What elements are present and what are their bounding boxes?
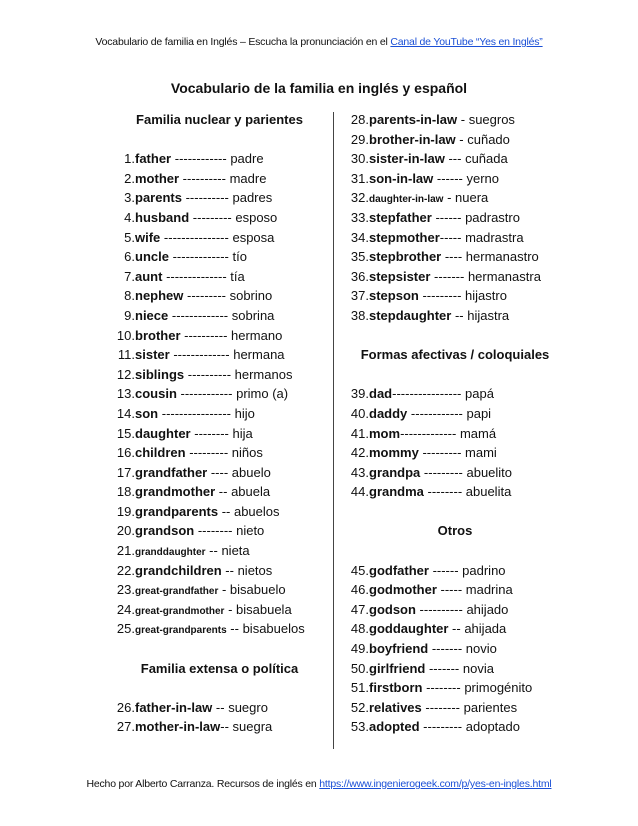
vocab-entry: [107, 619, 332, 639]
english-term: son-in-law: [369, 170, 434, 186]
spanish-translation: esposo: [235, 209, 278, 225]
vocab-entry: [340, 659, 570, 679]
separator-dashes: ---------: [185, 445, 232, 461]
separator-dashes: -------------: [169, 347, 234, 363]
separator-dashes: --------: [423, 484, 466, 500]
english-term: husband: [135, 209, 190, 225]
entry-number: 4.: [124, 209, 135, 225]
vocab-entry: [107, 404, 332, 424]
separator-dashes: --------------: [162, 268, 231, 284]
vocab-entry: [107, 580, 332, 600]
separator-dashes: -------------: [400, 425, 460, 441]
entry-number: 7.: [124, 268, 135, 284]
separator-dashes: ------: [428, 562, 463, 578]
spanish-translation: papá: [465, 386, 494, 402]
separator-dashes: --: [215, 484, 232, 500]
entry-number: 52.: [350, 699, 369, 715]
entry-number: 42.: [350, 445, 369, 461]
entry-number: 10.: [116, 327, 135, 343]
vocab-entry: [340, 169, 570, 189]
vocab-entry: [340, 639, 570, 659]
vocab-entry: [340, 580, 570, 600]
english-term: uncle: [135, 249, 169, 265]
entry-number: 38.: [350, 307, 369, 323]
vocab-entry: [107, 169, 332, 189]
vocab-entry: [107, 306, 332, 326]
spacer: [340, 326, 570, 346]
entry-number: 48.: [350, 621, 369, 637]
vocab-entry: [107, 247, 332, 267]
vocab-entry: [340, 482, 570, 502]
separator-dashes: --: [218, 503, 234, 519]
english-term: granddaughter: [135, 547, 206, 559]
entry-number: 11.: [117, 347, 135, 363]
spanish-translation: novia: [462, 660, 494, 676]
english-term: grandchildren: [135, 562, 222, 578]
spanish-translation: yerno: [466, 170, 500, 186]
english-term: father: [135, 151, 172, 167]
entry-number: 41.: [350, 425, 369, 441]
entry-number: 6.: [124, 249, 135, 265]
vocab-entry: [107, 717, 332, 737]
separator-dashes: ----: [441, 249, 466, 265]
spanish-translation: niños: [231, 445, 263, 461]
spanish-translation: abuelo: [231, 464, 271, 480]
separator-dashes: -: [443, 190, 456, 206]
english-term: cousin: [135, 386, 177, 402]
separator-dashes: ---------: [418, 288, 466, 304]
vocab-entry: [107, 502, 332, 522]
entry-number: 23.: [116, 582, 135, 598]
entry-number: 14.: [116, 405, 135, 421]
entry-number: 3.: [124, 190, 135, 206]
separator-dashes: -------: [430, 268, 468, 284]
separator-dashes: ----------------: [392, 386, 466, 402]
spanish-translation: hermano: [231, 327, 283, 343]
english-term: children: [135, 445, 186, 461]
vocab-entry: [340, 247, 570, 267]
vocab-entry: [340, 228, 570, 248]
entry-number: 26.: [116, 699, 135, 715]
spanish-translation: sobrina: [231, 307, 275, 323]
separator-dashes: --: [226, 621, 243, 637]
english-term: great-grandparents: [135, 625, 227, 637]
english-term: grandfather: [135, 464, 208, 480]
vocab-entry: [340, 717, 570, 737]
page-footer: [0, 778, 638, 790]
vocab-entry: [107, 561, 332, 581]
separator-dashes: ---------: [419, 719, 466, 735]
spanish-translation: abuelito: [466, 464, 513, 480]
spacer: [340, 541, 570, 561]
separator-dashes: --: [212, 699, 229, 715]
separator-dashes: --: [448, 621, 465, 637]
entry-number: 12.: [116, 366, 135, 382]
english-term: great-grandmother: [135, 605, 225, 617]
separator-dashes: ----------: [180, 327, 232, 343]
spacer: [107, 130, 332, 150]
entry-number: 24.: [116, 601, 135, 617]
separator-dashes: -------------: [168, 249, 233, 265]
separator-dashes: ---: [444, 151, 466, 167]
entry-number: 9.: [124, 307, 135, 323]
vocab-entry: [340, 306, 570, 326]
english-term: son: [135, 405, 159, 421]
vocab-entry: [340, 600, 570, 620]
entry-number: 28.: [350, 112, 369, 127]
resources-link[interactable]: https://www.ingenierogeek.com/p/yes-en-ingles.html: [319, 778, 552, 790]
entry-number: 46.: [350, 582, 369, 598]
spanish-translation: tío: [232, 249, 247, 265]
entry-number: 44.: [350, 484, 369, 500]
vocab-entry: [340, 678, 570, 698]
spanish-translation: madrastra: [465, 229, 524, 245]
english-term: sister: [135, 347, 170, 363]
separator-dashes: --: [205, 543, 222, 559]
spanish-translation: abuelos: [233, 503, 280, 519]
spanish-translation: hijo: [234, 405, 255, 421]
entry-number: 22.: [116, 562, 135, 578]
left-column: [107, 110, 332, 737]
entry-number: 36.: [350, 268, 369, 284]
vocab-entry: [107, 365, 332, 385]
separator-dashes: -----: [439, 229, 466, 245]
vocab-entry: [340, 130, 570, 150]
entry-number: 27.: [116, 719, 135, 735]
separator-dashes: ---------: [420, 464, 467, 480]
vocab-entry: [107, 149, 332, 169]
english-term: grandpa: [369, 464, 421, 480]
english-term: stepsister: [369, 268, 431, 284]
header-text: Vocabulario de familia en Inglés – Escucha la pronunciación en el: [95, 36, 391, 48]
english-term: mom: [369, 425, 401, 441]
spanish-translation: mamá: [459, 425, 497, 441]
right-column: [340, 110, 570, 737]
vocab-entry: [107, 482, 332, 502]
vocab-entry: [340, 424, 570, 444]
vocab-entry: [107, 600, 332, 620]
entry-number: 32.: [350, 190, 369, 206]
vocab-entry: [107, 345, 332, 365]
entry-number: 15.: [116, 425, 135, 441]
vocab-entry: [107, 698, 332, 718]
spanish-translation: hermanastro: [465, 249, 539, 265]
separator-dashes: ---------: [418, 445, 466, 461]
spanish-translation: primo (a): [236, 386, 289, 402]
vocab-entry: [107, 384, 332, 404]
separator-dashes: -------: [428, 641, 466, 657]
vocab-entry: [340, 208, 570, 228]
vocab-entry: [340, 561, 570, 581]
entry-number: 1.: [124, 151, 135, 167]
english-term: mother: [135, 170, 180, 186]
english-term: girlfriend: [369, 660, 426, 676]
vocab-entry: [107, 521, 332, 541]
separator-dashes: ----------: [415, 601, 467, 617]
entry-number: 2.: [124, 170, 135, 186]
entry-number: 31.: [350, 170, 369, 186]
separator-dashes: ------------: [171, 151, 231, 167]
english-term: nephew: [135, 288, 184, 304]
spacer: [340, 502, 570, 522]
english-term: aunt: [135, 268, 163, 284]
english-term: niece: [135, 307, 169, 323]
vocab-entry: [107, 541, 332, 561]
entry-number: 16.: [116, 445, 135, 461]
english-term: boyfriend: [369, 641, 429, 657]
separator-dashes: -------------: [168, 307, 232, 323]
spanish-translation: madre: [229, 170, 267, 186]
entry-number: 40.: [350, 405, 369, 421]
entry-number: 19.: [116, 503, 135, 519]
separator-dashes: --: [221, 562, 238, 578]
english-term: parents-in-law: [369, 112, 458, 127]
vocab-entry: [107, 326, 332, 346]
spanish-translation: primogénito: [464, 680, 533, 696]
entry-number: 39.: [350, 386, 369, 402]
spanish-translation: abuelita: [465, 484, 512, 500]
spanish-translation: hijastra: [467, 307, 510, 323]
spanish-translation: bisabuelo: [229, 582, 286, 598]
spanish-translation: sobrino: [229, 288, 273, 304]
spanish-translation: padrastro: [465, 209, 520, 225]
vocab-entry: [340, 443, 570, 463]
separator-dashes: ----: [207, 464, 232, 480]
separator-dashes: --: [220, 719, 233, 735]
english-term: stepdaughter: [369, 307, 452, 323]
separator-dashes: ---------: [183, 288, 230, 304]
separator-dashes: -: [224, 601, 237, 617]
english-term: stepmother: [369, 229, 440, 245]
vocab-entry: [340, 404, 570, 424]
separator-dashes: -: [218, 582, 230, 598]
spanish-translation: ahijado: [466, 601, 509, 617]
english-term: daughter: [135, 425, 191, 441]
section-heading: Familia nuclear y parientes: [136, 112, 303, 127]
separator-dashes: ------: [431, 209, 466, 225]
entry-number: 13.: [116, 386, 135, 402]
entry-number: 30.: [350, 151, 369, 167]
spanish-translation: padrino: [462, 562, 506, 578]
separator-dashes: -: [455, 131, 468, 147]
entry-number: 51.: [350, 680, 369, 696]
separator-dashes: ------------: [407, 405, 467, 421]
spanish-translation: padres: [232, 190, 273, 206]
spacer: [107, 639, 332, 659]
vocab-entry: [107, 463, 332, 483]
spanish-translation: hija: [232, 425, 253, 441]
entry-number: 18.: [116, 484, 135, 500]
spanish-translation: ahijada: [464, 621, 507, 637]
english-term: godson: [369, 601, 416, 617]
english-term: grandmother: [135, 484, 216, 500]
entry-number: 20.: [116, 523, 135, 539]
english-term: firstborn: [369, 680, 423, 696]
english-term: relatives: [369, 699, 422, 715]
vocab-entry: [340, 110, 570, 130]
spanish-translation: suegra: [232, 719, 273, 735]
vocab-entry: [340, 286, 570, 306]
vocab-entry: [107, 188, 332, 208]
spanish-translation: cuñada: [465, 151, 508, 167]
spanish-translation: hermanastra: [467, 268, 541, 284]
separator-dashes: ---------: [189, 209, 236, 225]
spanish-translation: padre: [230, 151, 264, 167]
entry-number: 43.: [350, 464, 369, 480]
vocab-entry: [107, 424, 332, 444]
separator-dashes: --------: [194, 523, 237, 539]
english-term: dad: [369, 386, 393, 402]
separator-dashes: -------: [425, 660, 463, 676]
spanish-translation: nieta: [221, 543, 250, 559]
spanish-translation: suegro: [228, 699, 268, 715]
vocab-entry: [340, 149, 570, 169]
english-term: godmother: [369, 582, 437, 598]
vocab-entry: [340, 384, 570, 404]
english-term: stepfather: [369, 209, 432, 225]
spanish-translation: parientes: [463, 699, 518, 715]
english-term: stepson: [369, 288, 419, 304]
separator-dashes: ------: [433, 170, 467, 186]
vocab-entry: [107, 286, 332, 306]
english-term: parents: [135, 190, 182, 206]
entry-number: 37.: [350, 288, 369, 304]
english-term: mother-in-law: [135, 719, 221, 735]
entry-number: 29.: [350, 131, 369, 147]
separator-dashes: ----------------: [158, 405, 235, 421]
entry-number: 33.: [350, 209, 369, 225]
spanish-translation: nieto: [236, 523, 265, 539]
english-term: stepbrother: [369, 249, 442, 265]
spanish-translation: bisabuela: [236, 601, 292, 617]
footer-text: Hecho por Alberto Carranza. Recursos de inglés en: [86, 778, 320, 790]
english-term: daddy: [369, 405, 408, 421]
vocab-entry: [107, 228, 332, 248]
separator-dashes: --------: [422, 680, 465, 696]
spanish-translation: madrina: [465, 582, 513, 598]
spanish-translation: adoptado: [465, 719, 520, 735]
english-term: grandparents: [135, 503, 219, 519]
separator-dashes: --------: [421, 699, 464, 715]
document-title: Vocabulario de la familia en inglés y español: [170, 80, 468, 96]
spanish-translation: esposa: [232, 229, 275, 245]
english-term: brother: [135, 327, 181, 343]
english-term: mommy: [369, 445, 419, 461]
entry-number: 5.: [124, 229, 135, 245]
entry-number: 49.: [350, 641, 369, 657]
section-heading: Otros: [437, 523, 473, 539]
separator-dashes: ---------------: [160, 229, 233, 245]
spanish-translation: abuela: [231, 484, 271, 500]
vocab-entry: [340, 188, 570, 208]
english-term: siblings: [135, 366, 185, 382]
vocab-entry: [340, 463, 570, 483]
vocab-entry: [340, 698, 570, 718]
spanish-translation: nuera: [455, 190, 489, 206]
spacer: [340, 365, 570, 385]
separator-dashes: -: [457, 112, 469, 127]
english-term: grandma: [369, 484, 424, 500]
entry-number: 8.: [124, 288, 135, 304]
spanish-translation: novio: [465, 641, 497, 657]
vocab-entry: [107, 208, 332, 228]
english-term: brother-in-law: [369, 131, 456, 147]
vocab-entry: [340, 267, 570, 287]
entry-number: 17.: [116, 464, 135, 480]
spanish-translation: hijastro: [465, 288, 507, 304]
entry-number: 53.: [350, 719, 369, 735]
entry-number: 50.: [350, 660, 369, 676]
spanish-translation: suegros: [468, 112, 515, 127]
spanish-translation: hermana: [233, 347, 285, 363]
entry-number: 45.: [350, 562, 369, 578]
youtube-channel-link[interactable]: Canal de YouTube “Yes en Inglés”: [390, 36, 543, 48]
section-heading: Formas afectivas / coloquiales: [360, 347, 550, 363]
entry-number: 25.: [116, 621, 135, 637]
vocab-entry: [107, 267, 332, 287]
spanish-translation: cuñado: [467, 131, 510, 147]
entry-number: 21.: [116, 543, 135, 559]
english-term: sister-in-law: [369, 151, 445, 167]
separator-dashes: ------------: [176, 386, 237, 402]
english-term: godfather: [369, 562, 429, 578]
spanish-translation: hermanos: [234, 366, 293, 382]
entry-number: 34.: [350, 229, 369, 245]
english-term: daughter-in-law: [369, 194, 444, 206]
spanish-translation: mami: [465, 445, 497, 461]
spanish-translation: nietos: [237, 562, 273, 578]
english-term: wife: [135, 229, 161, 245]
vocab-entry: [107, 443, 332, 463]
spanish-translation: bisabuelos: [242, 621, 305, 637]
separator-dashes: --------: [190, 425, 233, 441]
english-term: grandson: [135, 523, 195, 539]
section-heading: Familia extensa o política: [140, 660, 299, 676]
separator-dashes: -----: [436, 582, 466, 598]
english-term: great-grandfather: [135, 586, 219, 598]
english-term: father-in-law: [135, 699, 213, 715]
separator-dashes: --: [451, 307, 468, 323]
entry-number: 47.: [350, 601, 369, 617]
separator-dashes: ----------: [179, 170, 230, 186]
column-divider: [333, 112, 334, 749]
separator-dashes: ----------: [184, 366, 235, 382]
english-term: goddaughter: [369, 621, 449, 637]
spacer: [107, 678, 332, 698]
english-term: adopted: [369, 719, 420, 735]
spanish-translation: papi: [466, 405, 492, 421]
vocab-entry: [340, 619, 570, 639]
separator-dashes: ----------: [181, 190, 233, 206]
page-header: [0, 36, 638, 48]
entry-number: 35.: [350, 249, 369, 265]
spanish-translation: tía: [230, 268, 245, 284]
